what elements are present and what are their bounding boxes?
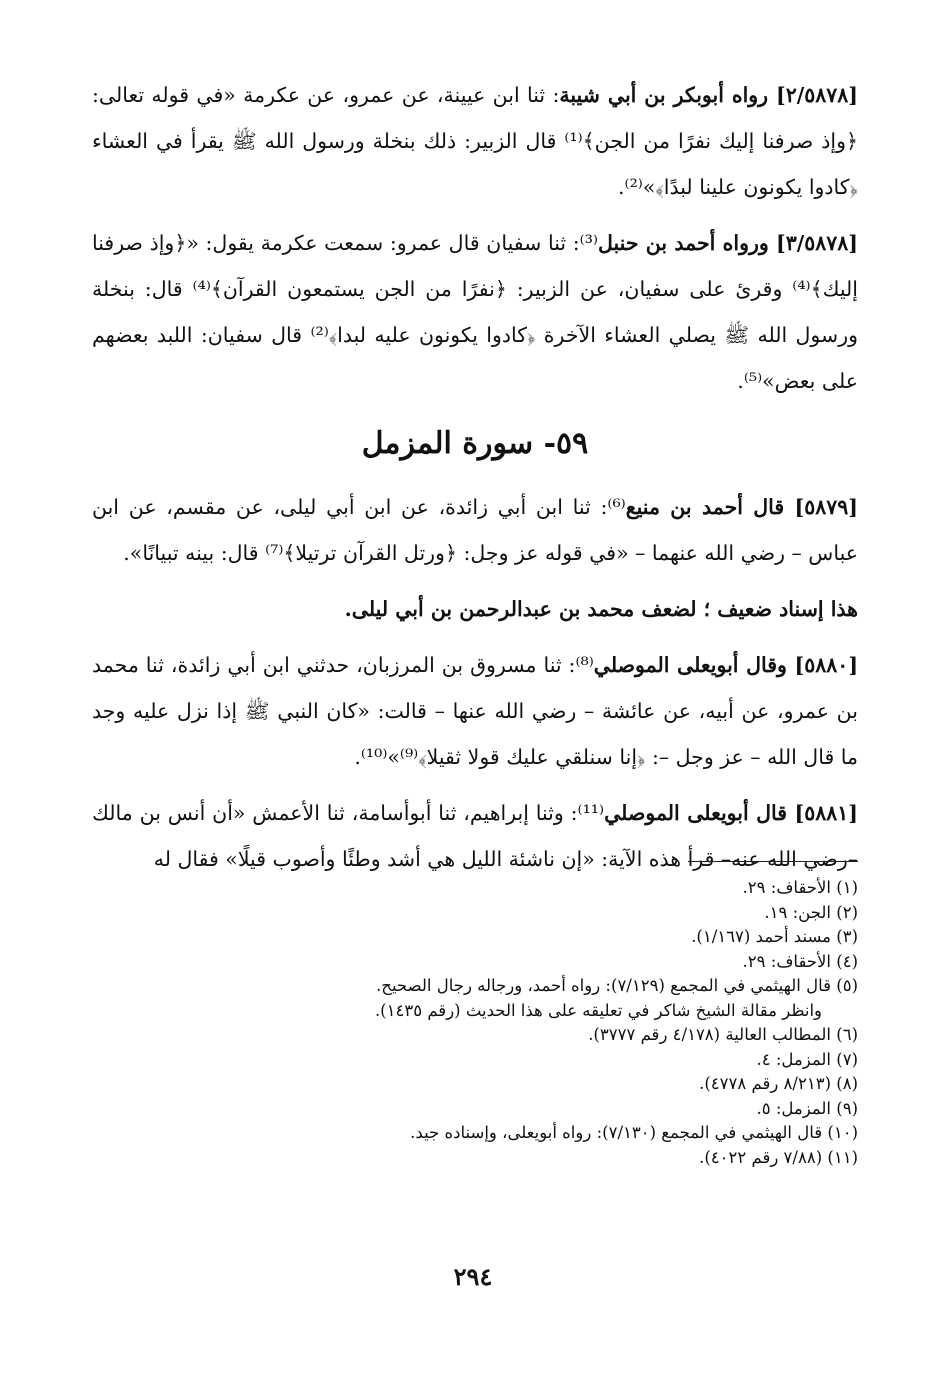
hadith-text: ⁽⁸⁾: ثنا مسروق بن المرزبان، حدثني ابن أبي زائدة، ثنا محمد بن عمرو، عن أبيه، عن عائشة – رضي الله عنها – قالت: «كان النبي ﷺ إذا نزل عليه وجد ما قال الله – عز وجل –: ﴿إنا سنلقي عليك قولا ثقيلا﴾⁽⁹⁾»⁽¹⁰⁾. — [92, 653, 858, 769]
hadith-text: : ثنا ابن عيينة، عن عمرو، عن عكرمة «في قوله تعالى: ﴿وإذ صرفنا إليك نفرًا من الجن﴾⁽¹⁾ قال الزبير: ذلك بنخلة ورسول الله ﷺ يقرأ في العشاء ﴿كادوا يكونون علينا لبدًا﴾»⁽²⁾. — [92, 83, 858, 199]
isnad-grading: هذا إسناد ضعيف ؛ لضعف محمد بن عبدالرحمن بن أبي ليلى. — [344, 597, 858, 621]
footnote-7: (٧) المزمل: ٤. — [756, 1049, 858, 1069]
hadith-text: ⁽⁶⁾: ثنا ابن أبي زائدة، عن ابن أبي ليلى، عن مقسم، عن ابن عباس – رضي الله عنهما – «في قوله عز وجل: ﴿ورتل القرآن ترتيلا﴾⁽⁷⁾ قال: بينه تبيانًا». — [92, 495, 858, 565]
hadith-5879 — [92, 484, 858, 576]
footnote-5-continuation: وانظر مقالة الشيخ شاكر في تعليقه على هذا الحديث (رقم ١٤٣٥). — [374, 1000, 822, 1020]
footnote-8: (٨) (٨/٢١٣ رقم ٤٧٧٨). — [699, 1074, 858, 1093]
hadith-5878-2 — [92, 72, 858, 210]
footnote-11: (١١) (٧/٨٨ رقم ٤٠٢٢). — [699, 1147, 858, 1167]
hadith-label: [٥٨٨١] قال أبويعلى الموصلي — [604, 801, 858, 825]
footnote-10: (١٠) قال الهيثمي في المجمع (٧/١٣٠): رواه أبويعلى، وإسناده جيد. — [410, 1123, 858, 1142]
hadith-5880 — [92, 642, 858, 780]
page-number: ٢٩٤ — [453, 1262, 493, 1291]
hadith-text: ⁽³⁾: ثنا سفيان قال عمرو: سمعت عكرمة يقول: «﴿وإذ صرفنا إليك﴾⁽⁴⁾ وقرئ على سفيان، عن الزبير: ﴿نفرًا من الجن يستمعون القرآن﴾⁽⁴⁾ قال: بنخلة ورسول الله ﷺ يصلي العشاء الآخرة ﴿كادوا يكونون عليه لبدا﴾⁽²⁾ قال سفيان: اللبد بعضهم على بعض»⁽⁵⁾. — [92, 231, 858, 393]
footnote-4: (٤) الأحقاف: ٢٩. — [742, 951, 858, 971]
footnote-2: (٢) الجن: ١٩. — [764, 902, 858, 922]
footnote-5: (٥) قال الهيثمي في المجمع (٧/١٢٩): رواه أحمد، ورجاله رجال الصحيح. — [376, 976, 858, 995]
hadith-text: ⁽¹¹⁾: وثنا إبراهيم، ثنا أبوأسامة، ثنا الأعمش «أن أنس بن مالك –رضي الله عنه– قرأ هذه الآية: «إن ناشئة الليل هي أشد وطئًا وأصوب قيلًا» فقال له — [92, 801, 858, 871]
footnote-9: (٩) المزمل: ٥. — [756, 1098, 858, 1118]
hadith-label: [٥٨٨٠] وقال أبويعلى الموصلي — [593, 653, 859, 677]
hadith-5881 — [92, 790, 858, 882]
hadith-label: [٥٨٧٩] قال أحمد بن منيع — [625, 495, 858, 519]
footnote-6: (٦) المطالب العالية (٤/١٧٨ رقم ٣٧٧٧). — [588, 1025, 858, 1044]
footnotes-list — [92, 876, 858, 1170]
footnote-1: (١) الأحقاف: ٢٩. — [742, 878, 858, 897]
footnote-3: (٣) مسند أحمد (١/١٦٧). — [691, 927, 858, 946]
hadith-label: [٢/٥٨٧٨] رواه أبوبكر بن أبي شيبة — [559, 83, 858, 107]
main-text — [92, 72, 858, 892]
footnote-divider — [688, 861, 858, 862]
hadith-label: [٣/٥٨٧٨] ورواه أحمد بن حنبل — [597, 231, 858, 255]
hadith-5878-3 — [92, 220, 858, 404]
surah-heading: ٥٩- سورة المزمل — [361, 426, 589, 461]
